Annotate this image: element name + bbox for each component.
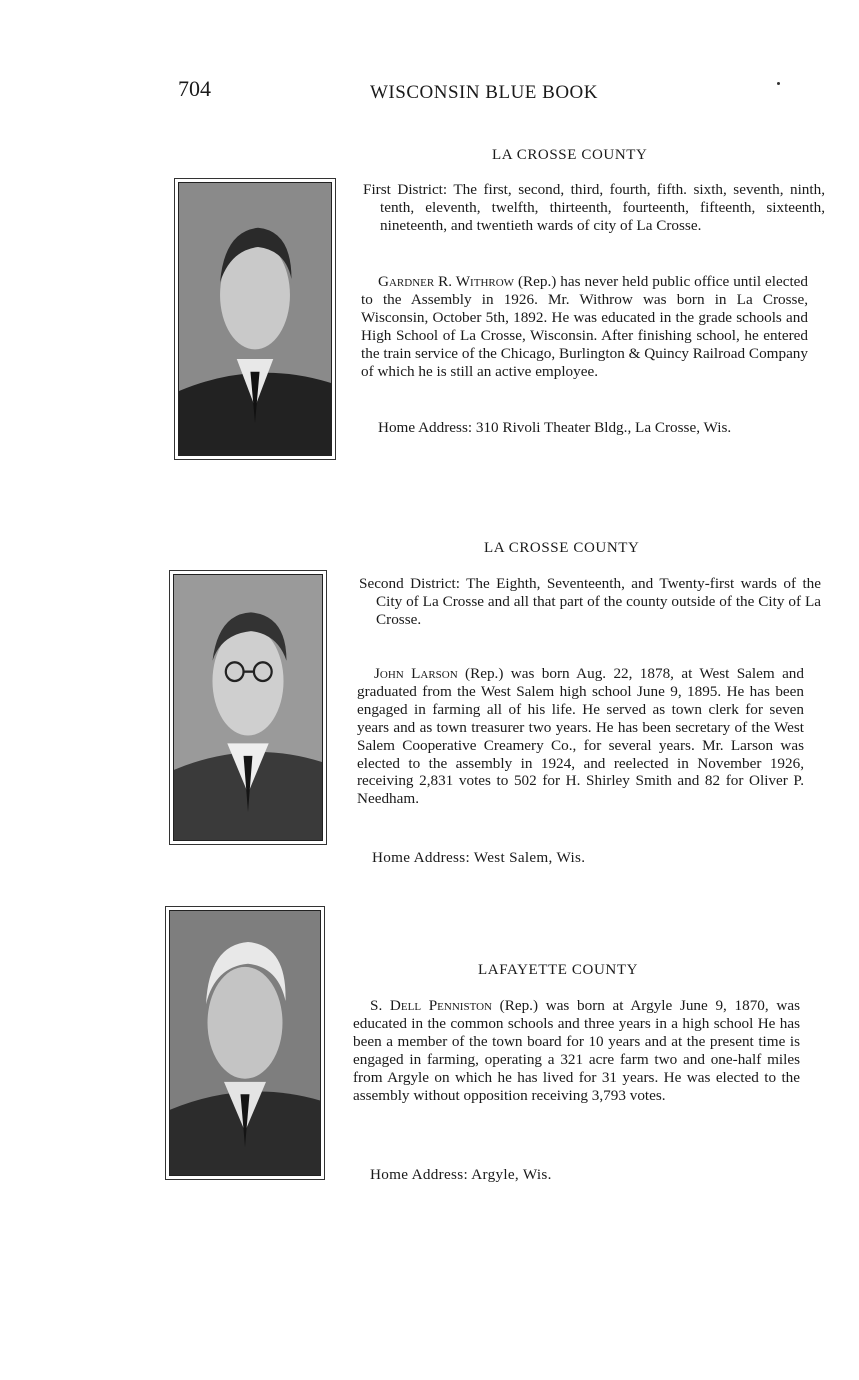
member-name: Gardner R. Withrow xyxy=(378,273,515,290)
book-title: WISCONSIN BLUE BOOK xyxy=(370,82,598,103)
portrait-photo xyxy=(174,178,336,460)
biography-text: (Rep.) has never held public office until elected to the Assembly in 1926. Mr. Withrow was born in La Crosse, Wisconsin, October 5th, 1892. He was educated in the grade schools and High School of La Crosse, Wisconsin. After finishing school, he entered the train service of the Chicago, Burlington & Quincy Railroad Company of which he is still an active employee. xyxy=(361,273,808,380)
member-name: John Larson xyxy=(374,665,458,682)
member-name: S. Dell Penniston xyxy=(370,997,492,1014)
portrait-image xyxy=(174,575,322,840)
home-address: Home Address: West Salem, Wis. xyxy=(372,849,586,866)
county-heading: LA CROSSE COUNTY xyxy=(484,540,640,556)
district-description: Second District: The Eighth, Seventeenth, and Twenty-first wards of the City of La Crosse and all that part of the county outside of the City of La Crosse. xyxy=(359,575,821,628)
page-number: 704 xyxy=(178,76,211,101)
portrait-photo xyxy=(165,906,325,1180)
county-heading: LA CROSSE COUNTY xyxy=(492,147,648,163)
biography-text: (Rep.) was born Aug. 22, 1878, at West Salem and graduated from the West Salem high school June 9, 1895. He has been engaged in farming all of his life. He served as town clerk for seven years and as town treasurer two years. He has been secretary of the West Salem Cooperative Creamery Co., for several years. Mr. Larson was elected to the assembly in 1924, and reelected in November 1926, receiving 2,831 votes to 502 for H. Shirley Smith and 82 for Oliver P. Needham. xyxy=(357,665,804,808)
county-heading: LAFAYETTE COUNTY xyxy=(478,962,639,978)
biography-paragraph xyxy=(353,997,800,1104)
district-description: First District: The first, second, third, fourth, fifth. sixth, seventh, ninth, tenth, eleventh, twelfth, thirteenth, fourteenth, fifteenth, sixteenth, nineteenth, and twentieth wards of city of La Crosse. xyxy=(363,181,825,234)
speck-mark xyxy=(777,82,780,85)
portrait-photo xyxy=(169,570,327,845)
biography-text: (Rep.) was born at Argyle June 9, 1870, was educated in the common schools and three years in a high school He has been a member of the town board for 10 years and at the present time is engaged in farming, operating a 321 acre farm two and one-half miles from Argyle on which he has lived for 31 years. He was elected to the assembly without opposition receiving 3,793 votes. xyxy=(353,997,800,1104)
biography-paragraph xyxy=(361,273,808,380)
portrait-image xyxy=(179,183,331,455)
biography-paragraph xyxy=(357,665,804,808)
portrait-image xyxy=(170,911,320,1175)
home-address: Home Address: 310 Rivoli Theater Bldg., La Crosse, Wis. xyxy=(378,419,732,436)
home-address: Home Address: Argyle, Wis. xyxy=(370,1166,552,1183)
